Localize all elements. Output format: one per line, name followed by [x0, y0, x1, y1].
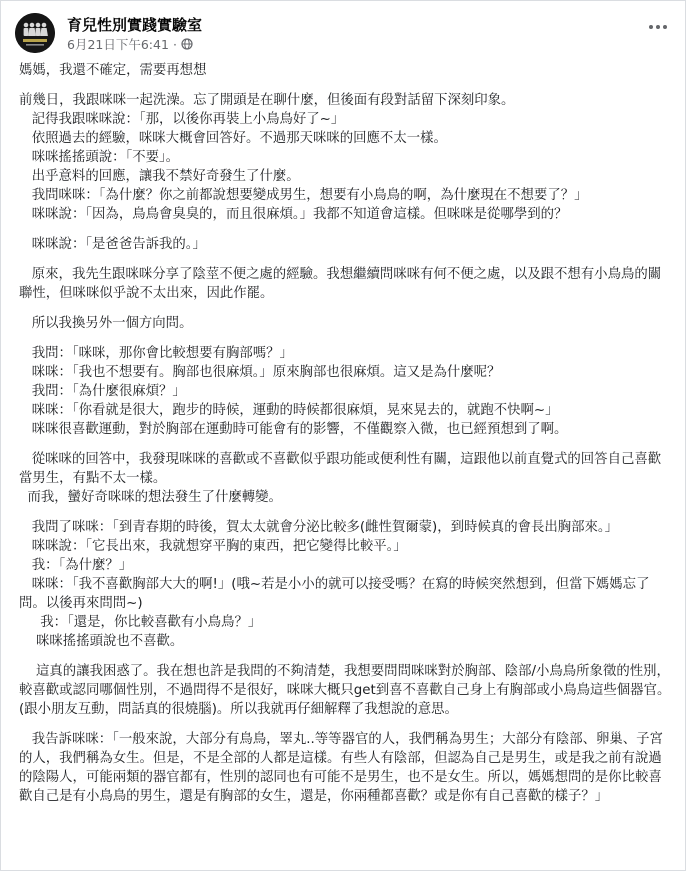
- post-text-line: 咪咪說：「是爸爸告訴我的。」: [19, 237, 206, 252]
- page-name-link[interactable]: 育兒性別實踐實驗室: [67, 16, 203, 34]
- paragraph-block: [19, 344, 671, 439]
- post-text-line: 媽媽，我還不確定，需要再想想: [19, 63, 207, 78]
- post-text-line: 咪咪說：「它長出來，我就想穿平胸的東西，把它變得比較平。」: [19, 539, 407, 554]
- post-text-line: 而我，蠻好奇咪咪的想法發生了什麼轉變。: [19, 490, 282, 505]
- avatar-logo-icon: [15, 13, 55, 53]
- post-text-line: 我問了咪咪：「到青春期的時後，賀太太就會分泌比較多(雌性賀爾蒙)，到時候真的會長出胸部來。」: [19, 520, 619, 535]
- paragraph-gap: [19, 719, 671, 730]
- paragraph-gap: [19, 507, 671, 518]
- paragraph-block: [19, 450, 671, 507]
- post-timestamp[interactable]: 6月21日下午6:41: [67, 37, 169, 52]
- page-avatar[interactable]: [15, 13, 55, 53]
- post-text-line: 這真的讓我困惑了。我在想也許是我問的不夠清楚，我想要問問咪咪對於胸部、陰部/小鳥鳥所象徵的性別，較喜歡或認同哪個性別，不過問得不是很好，咪咪大概只get到喜不喜歡自己身上有胸部或小鳥鳥這些個器官。(跟小朋友互動，問話真的很燒腦)。所以我就再仔細解釋了我想說的意思。: [19, 664, 671, 717]
- post-text-line: 咪咪：「你看就是很大，跑步的時候，運動的時候都很麻煩，晃來晃去的，就跑不快啊~」: [19, 403, 559, 418]
- post-meta: [67, 35, 193, 53]
- post-text-line: 原來，我先生跟咪咪分享了陰莖不便之處的經驗。我想繼續問咪咪有何不便之處，以及跟不想有小鳥鳥的關聯性，但咪咪似乎說不太出來，因此作罷。: [19, 267, 662, 301]
- paragraph-block: [19, 61, 671, 80]
- post-text-line: 咪咪說：「因為，鳥鳥會臭臭的，而且很麻煩。」我都不知道會這樣。但咪咪是從哪學到的？: [19, 207, 568, 222]
- post-text-line: 依照過去的經驗，咪咪大概會回答好。不過那天咪咪的回應不太一樣。: [19, 131, 447, 146]
- post-text-line: 前幾日，我跟咪咪一起洗澡。忘了開頭是在聊什麼，但後面有段對話留下深刻印象。: [19, 93, 515, 108]
- post-text-line: 我問咪咪：「為什麼？你之前都說想要變成男生，想要有小鳥鳥的啊，為什麼現在不想要了？」: [19, 188, 588, 203]
- post-header: [15, 13, 675, 53]
- paragraph-block: [19, 662, 671, 719]
- post-text-line: 記得我跟咪咪說：「那，以後你再裝上小鳥鳥好了~」: [19, 112, 345, 127]
- paragraph-block: [19, 730, 671, 806]
- paragraph-block: [19, 235, 671, 254]
- paragraph-gap: [19, 651, 671, 662]
- post-text-line: 我：「還是，你比較喜歡有小鳥鳥？」: [19, 615, 262, 630]
- paragraph-gap: [19, 254, 671, 265]
- post-text-line: 出乎意料的回應，讓我不禁好奇發生了什麼。: [19, 169, 300, 184]
- post-text-line: 咪咪很喜歡運動，對於胸部在運動時可能會有的影響，不僅觀察入微，也已經預想到了啊。: [19, 422, 568, 437]
- post-text-line: 我：「為什麼？」: [19, 558, 133, 573]
- post-text-line: 咪咪搖搖頭說：「不要」。: [19, 150, 180, 165]
- post-text-line: 我問：「咪咪，那你會比較想要有胸部嗎？」: [19, 346, 293, 361]
- globe-icon[interactable]: [181, 38, 193, 50]
- paragraph-block: [19, 265, 671, 303]
- post-text-line: 從咪咪的回答中，我發現咪咪的喜歡或不喜歡似乎跟功能或便利性有關，這跟他以前直覺式的回答自己喜歡當男生，有點不太一樣。: [19, 452, 662, 486]
- post-text-line: 咪咪搖搖頭說也不喜歡。: [19, 634, 184, 649]
- paragraph-gap: [19, 303, 671, 314]
- post-body: [19, 61, 671, 806]
- more-dot: [663, 25, 667, 29]
- post-text-line: 咪咪：「我也不想要有。胸部也很麻煩。」原來胸部也很麻煩。這又是為什麼呢？: [19, 365, 501, 380]
- paragraph-block: [19, 518, 671, 651]
- more-options-button[interactable]: [643, 15, 673, 39]
- more-options-icon: [649, 25, 653, 29]
- meta-separator: ·: [172, 36, 177, 52]
- more-dot: [656, 25, 660, 29]
- post-text-line: 我問：「為什麼很麻煩？」: [19, 384, 186, 399]
- post-text-line: 咪咪：「我不喜歡胸部大大的啊!」(哦~若是小小的就可以接受嗎？在寫的時候突然想到，但當下媽媽忘了問。以後再來問問~): [19, 577, 650, 611]
- paragraph-gap: [19, 333, 671, 344]
- paragraph-block: [19, 314, 671, 333]
- paragraph-gap: [19, 439, 671, 450]
- paragraph-block: [19, 91, 671, 224]
- post-text-line: 我告訴咪咪：「一般來說，大部分有鳥鳥，睪丸..等等器官的人，我們稱為男生；大部分有陰部、卵巢、子宮的人，我們稱為女生。但是，不是全部的人都是這樣。有些人有陰部，但認為自己是男生，或是我之前有說過的陰陽人，可能兩類的器官都有，性別的認同也有可能不是男生，也不是女生。所以，媽媽想問的是你比較喜歡自己是有小鳥鳥的男生，還是有胸部的女生，還是，你兩種都喜歡？或是你有自己喜歡的樣子？」: [19, 732, 663, 804]
- post-text-line: 所以我換另外一個方向問。: [19, 316, 193, 331]
- paragraph-gap: [19, 80, 671, 91]
- paragraph-gap: [19, 224, 671, 235]
